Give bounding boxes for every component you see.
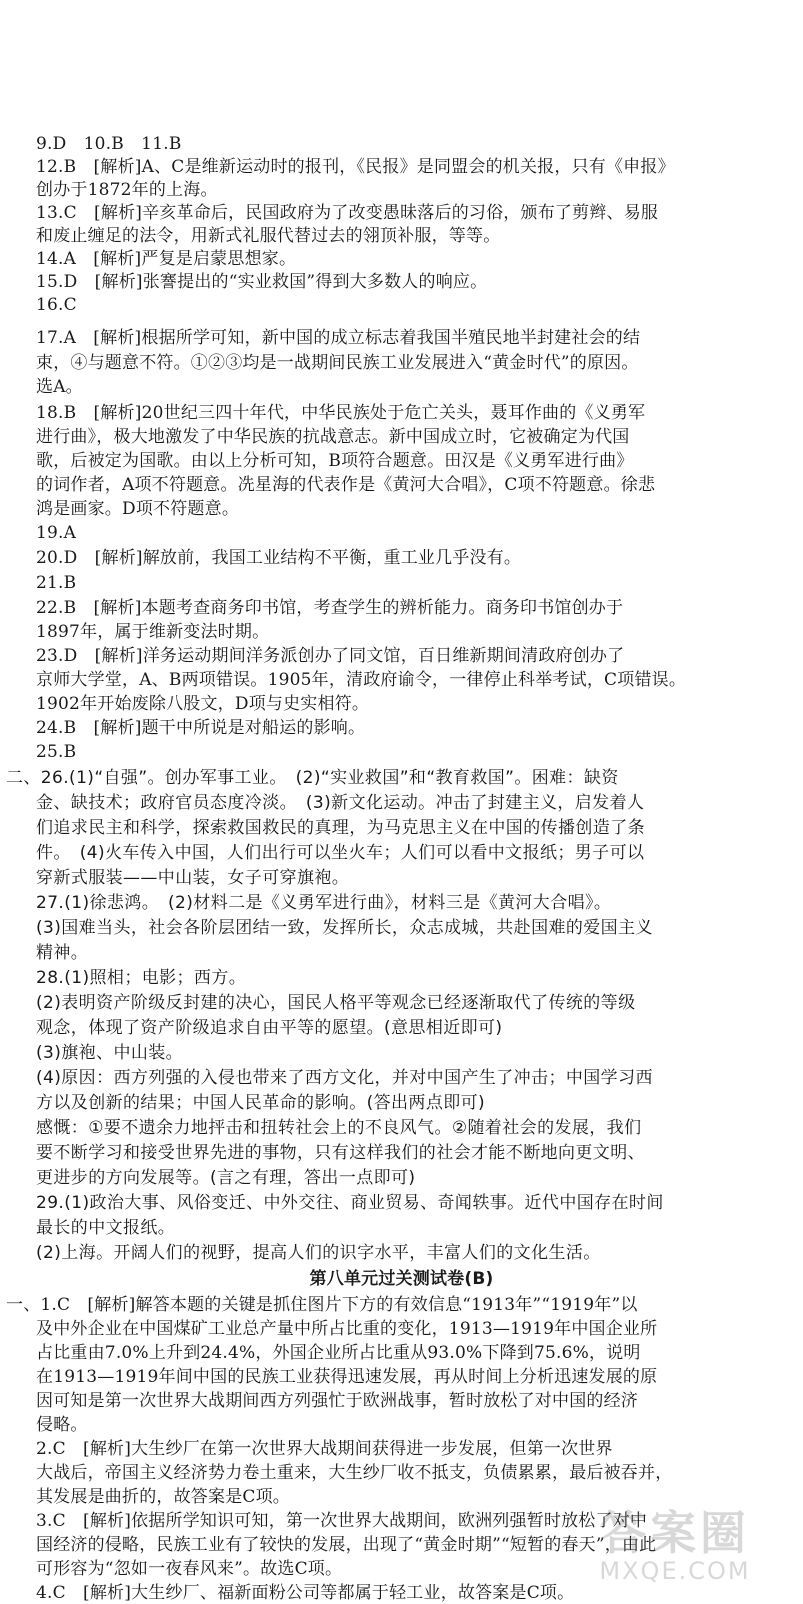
answer-line: 14.A [解析]严复是启蒙思想家。: [36, 249, 297, 269]
answer-line: 束，④与题意不符。①②③均是一战期间民族工业发展进入“黄金时代”的原因。: [36, 353, 639, 373]
answer-line: 方以及创新的结果；中国人民革命的影响。(答出两点即可): [36, 1093, 486, 1113]
answer-line: 25.B: [36, 742, 77, 762]
answer-line: 16.C: [36, 295, 77, 315]
answer-line: 要不断学习和接受世界先进的事物，只有这样我们的社会才能不断地向更文明、: [36, 1143, 645, 1163]
answer-line: 17.A [解析]根据所学可知，新中国的成立标志着我国半殖民地半封建社会的结: [36, 328, 641, 348]
answer-line: 29.(1)政治大事、风俗变迁、中外交往、商业贸易、奇闻轶事。近代中国存在时间: [36, 1193, 664, 1213]
answer-line: 大战后，帝国主义经济势力卷土重来，大生纱厂收不抵支，负债累累，最后被吞并，: [36, 1463, 673, 1483]
answer-line: 进行曲》，极大地激发了中华民族的抗战意志。新中国成立时，它被确定为代国: [36, 427, 630, 447]
answer-line: 9.D 10.B 11.B: [36, 134, 182, 154]
answer-line: 更进步的方向发展等。(言之有理，答出一点即可): [36, 1168, 416, 1188]
answer-line: 3.C [解析]依据所学知识可知，第一次世界大战期间，欧洲列强暂时放松了对中: [36, 1511, 648, 1531]
answer-line: 其发展是曲折的，故答案是C项。: [36, 1487, 291, 1507]
answer-line: 一、1.C [解析]解答本题的关键是抓住图片下方的有效信息“1913年”“1919年”以: [6, 1295, 638, 1315]
answer-line: (2)上海。开阔人们的视野，提高人们的识字水平，丰富人们的文化生活。: [36, 1243, 601, 1263]
answer-line: 国经济的侵略，民族工业有了较快的发展，出现了“黄金时期”“短暂的春天”，由此: [36, 1535, 657, 1555]
answer-line: 18.B [解析]20世纪三四十年代，中华民族处于危亡关头，聂耳作曲的《义勇军: [36, 403, 646, 423]
answer-line: 21.B: [36, 573, 77, 593]
answer-line: (3)国难当头，社会各阶层团结一致，发挥所长，众志成城，共赴国难的爱国主义: [36, 918, 653, 938]
section-title: 第八单元过关测试卷(B): [309, 1269, 494, 1289]
answer-line: 28.(1)照相；电影；西方。: [36, 968, 247, 988]
answer-line: 因可知是第一次世界大战期间西方列强忙于欧洲战事，暂时放松了对中国的经济: [36, 1391, 638, 1411]
answer-line: 22.B [解析]本题考查商务印书馆，考查学生的辨析能力。商务印书馆创办于: [36, 598, 624, 618]
answer-line: 19.A: [36, 523, 77, 543]
watermark-url-text: MXQE.COM: [599, 1557, 751, 1585]
answer-line: 创办于1872年的上海。: [36, 180, 218, 200]
answer-line: 鸿是画家。D项不符题意。: [36, 499, 240, 519]
answer-line: 最长的中文报纸。: [36, 1218, 176, 1238]
answer-line: 4.C [解析]大生纱厂、福新面粉公司等都属于轻工业，故答案是C项。: [36, 1583, 575, 1603]
answer-line: 的词作者，A项不符题意。冼星海的代表作是《黄河大合唱》，C项不符题意。徐悲: [36, 475, 656, 495]
answer-line: 可形容为“忽如一夜春风来”。故选C项。: [36, 1559, 343, 1579]
answer-line: 23.D [解析]洋务运动期间洋务派创办了同文馆，百日维新期间清政府创办了: [36, 646, 625, 666]
answer-line: 13.C [解析]辛亥革命后，民国政府为了改变愚昧落后的习俗，颁布了剪辫、易服: [36, 203, 659, 223]
answer-line: (2)表明资产阶级反封建的决心，国民人格平等观念已经逐渐取代了传统的等级: [36, 993, 636, 1013]
answer-line: 1897年，属于维新变法时期。: [36, 622, 270, 642]
answer-line: 歌，后被定为国歌。由以上分析可知，B项符合题意。田汉是《义勇军进行曲》: [36, 451, 634, 471]
answer-line: 24.B [解析]题干中所说是对船运的影响。: [36, 718, 366, 738]
answer-line: (3)旗袍、中山装。: [36, 1043, 184, 1063]
answer-line: 12.B [解析]A、C是维新运动时的报刊，《民报》是同盟会的机关报，只有《申报》: [36, 157, 675, 177]
answer-line: 侵略。: [36, 1415, 88, 1435]
answer-line: 占比重由7.0%上升到24.4%，外国企业所占比重从93.0%下降到75.6%，说明: [36, 1343, 641, 1363]
answer-line: 和废止缠足的法令，用新式礼服代替过去的翎顶补服，等等。: [36, 226, 501, 246]
answer-line: 精神。: [36, 943, 89, 963]
answer-line: 京师大学堂，A、B两项错误。1905年，清政府谕令，一律停止科举考试，C项错误。: [36, 670, 687, 690]
answer-line: 15.D [解析]张謇提出的“实业救国”得到大多数人的响应。: [36, 272, 488, 292]
answer-line: 观念，体现了资产阶级追求自由平等的愿望。(意思相近即可): [36, 1018, 503, 1038]
watermark-main-text: 答案圈: [600, 1506, 750, 1560]
answer-line: 穿新式服装——中山装，女子可穿旗袍。: [36, 868, 350, 888]
answer-line: 27.(1)徐悲鸿。 (2)材料二是《义勇军进行曲》，材料三是《黄河大合唱》。: [36, 893, 612, 913]
answer-line: 选A。: [36, 377, 83, 397]
answer-line: 感慨：①要不遗余力地抨击和扭转社会上的不良风气。②随着社会的发展，我们: [36, 1118, 642, 1138]
answer-line: (4)原因：西方列强的入侵也带来了西方文化，并对中国产生了冲击；中国学习西: [36, 1068, 653, 1088]
answer-line: 2.C [解析]大生纱厂在第一次世界大战期间获得进一步发展，但第一次世界: [36, 1439, 613, 1459]
answer-line: 1902年开始废除八股文，D项与史实相符。: [36, 694, 370, 714]
answer-line: 及中外企业在中国煤矿工业总产量中所占比重的变化，1913—1919年中国企业所: [36, 1319, 658, 1339]
answer-line: 件。 (4)火车传入中国，人们出行可以坐火车；人们可以看中文报纸；男子可以: [36, 843, 645, 863]
answer-line: 20.D [解析]解放前，我国工业结构不平衡，重工业几乎没有。: [36, 548, 522, 568]
watermark-logo: [565, 1497, 785, 1592]
answer-line: 们追求民主和科学，探索救国救民的真理，为马克思主义在中国的传播创造了条: [36, 818, 645, 838]
answer-line: 在1913—1919年间中国的民族工业获得迅速发展，再从时间上分析迅速发展的原: [36, 1367, 658, 1387]
answer-line: 二、26.(1)“自强”。创办军事工业。 (2)“实业救国”和“教育救国”。困难：缺资: [6, 768, 619, 788]
answer-line: 金、缺技术；政府官员态度冷淡。 (3)新文化运动。冲击了封建主义，启发着人: [36, 793, 645, 813]
